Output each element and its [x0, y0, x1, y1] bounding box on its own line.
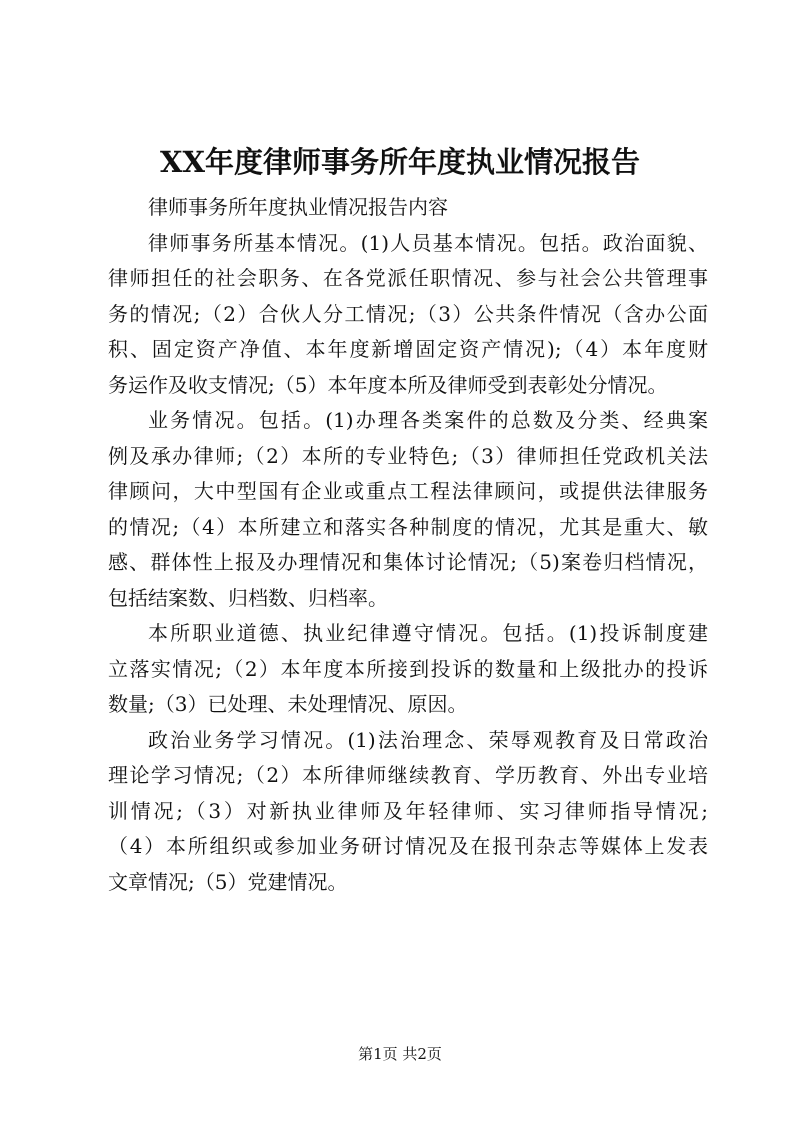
paragraph-line: 务的情况;（2）合伙人分工情况;（3）公共条件情况（含办公面 — [108, 301, 708, 326]
paragraph-line: 文章情况;（5）党建情况。 — [108, 869, 348, 894]
document-title: XX年度律师事务所年度执业情况报告 — [159, 145, 640, 179]
paragraph-line: 数量;（3）已处理、未处理情况、原因。 — [108, 692, 468, 716]
paragraph-line: 的情况;（4）本所建立和落实各种制度的情况，尤其是重大、敏 — [108, 514, 708, 539]
paragraph-line: 政治业务学习情况。(1)法治理念、荣辱观教育及日常政治 — [148, 727, 708, 752]
paragraph-line: 律师事务所基本情况。(1)人员基本情况。包括。政治面貌、 — [148, 230, 708, 255]
paragraph-line: 训情况;（3）对新执业律师及年轻律师、实习律师指导情况; — [108, 798, 708, 823]
paragraph-line: （4）本所组织或参加业务研讨情况及在报刊杂志等媒体上发表 — [108, 834, 708, 858]
paragraph-line: 理论学习情况;（2）本所律师继续教育、学历教育、外出专业培 — [108, 763, 708, 787]
paragraph-line: 业务情况。包括。(1)办理各类案件的总数及分类、经典案 — [148, 408, 708, 432]
paragraph-line: 例及承办律师;（2）本所的专业特色;（3）律师担任党政机关法 — [108, 443, 708, 468]
paragraph-line: 包括结案数、归档数、归档率。 — [108, 585, 388, 610]
paragraph-line: 律师担任的社会职务、在各党派任职情况、参与社会公共管理事 — [108, 266, 708, 290]
paragraph-line: 律顾问，大中型国有企业或重点工程法律顾问，或提供法律服务 — [108, 479, 708, 503]
paragraph-line: 积、固定资产净值、本年度新增固定资产情况);（4）本年度财 — [108, 337, 708, 361]
subtitle-line: 律师事务所年度执业情况报告内容 — [148, 195, 448, 219]
page-number-footer: 第1页 共2页 — [358, 1045, 442, 1063]
paragraph-line: 感、群体性上报及办理情况和集体讨论情况;（5)案卷归档情况， — [108, 550, 708, 574]
paragraph-line: 务运作及收支情况;（5）本年度本所及律师受到表彰处分情况。 — [108, 372, 668, 397]
paragraph-line: 立落实情况;（2）本年度本所接到投诉的数量和上级批办的投诉 — [108, 656, 708, 681]
document-body — [108, 190, 708, 900]
paragraph-line: 本所职业道德、执业纪律遵守情况。包括。(1)投诉制度建 — [148, 621, 708, 645]
